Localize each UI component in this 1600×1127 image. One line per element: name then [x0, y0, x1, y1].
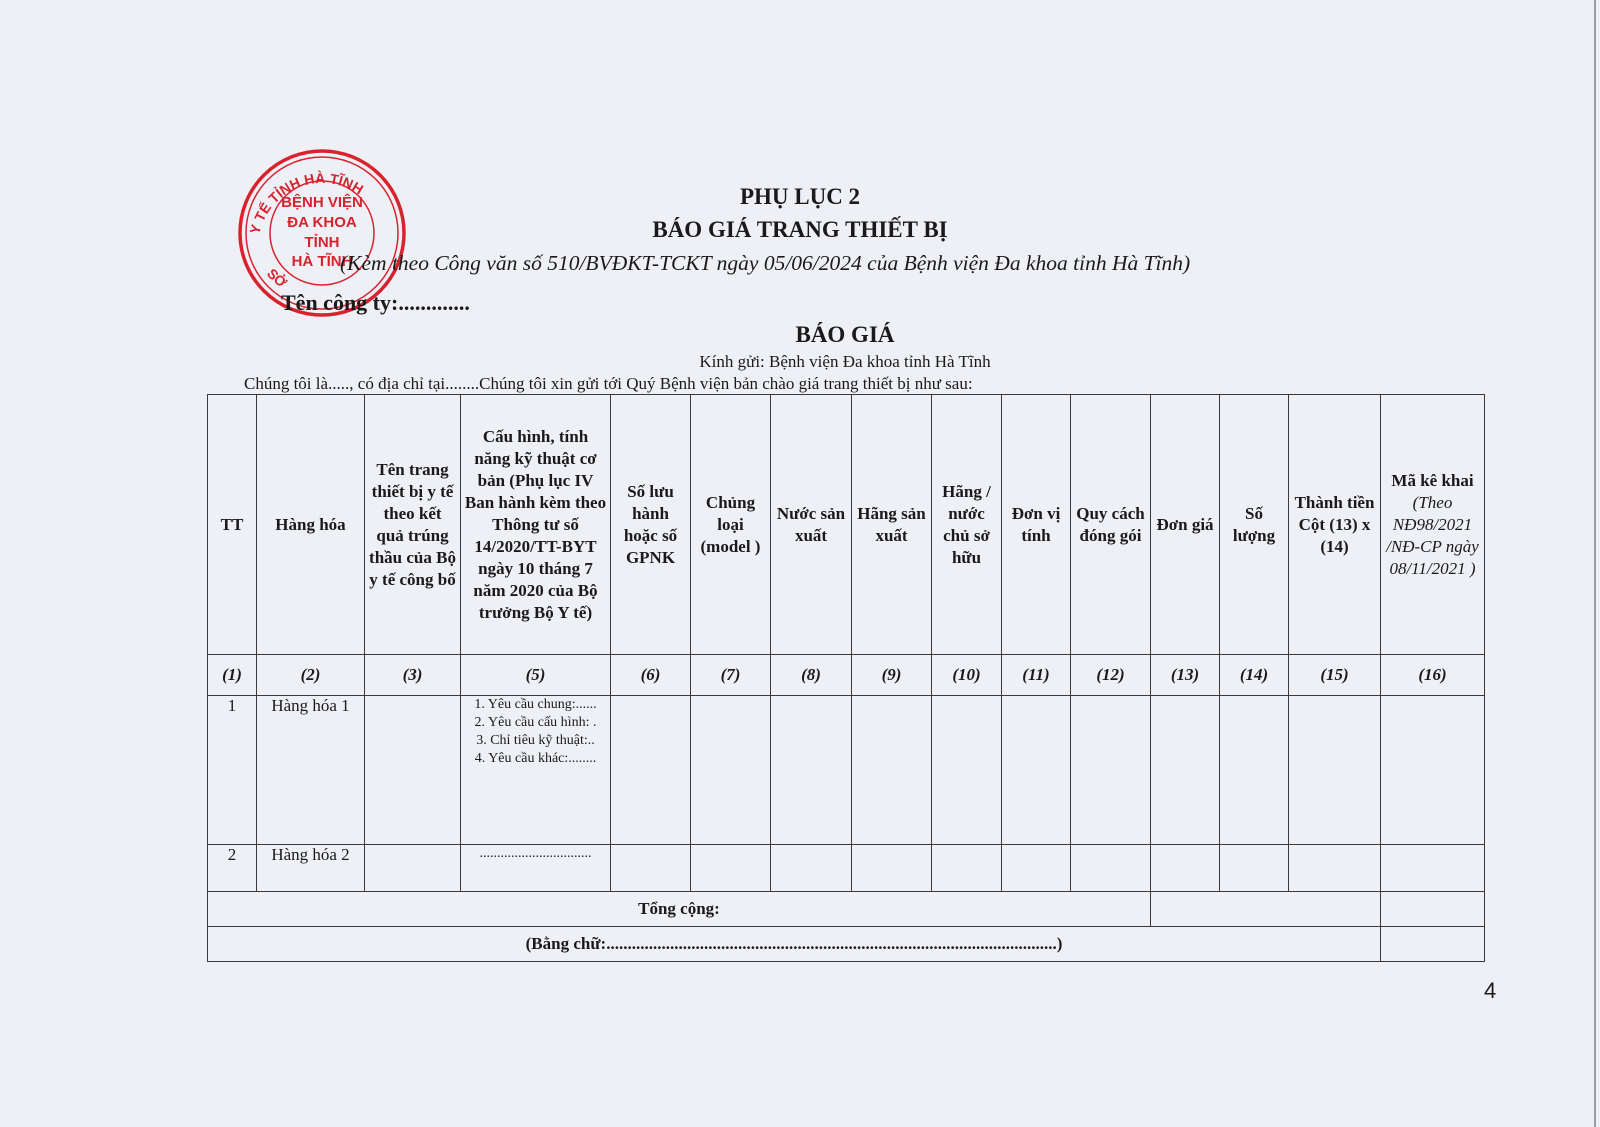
col-number: (8): [771, 655, 852, 696]
col-number: (16): [1381, 655, 1485, 696]
cell-model[interactable]: [691, 696, 771, 845]
total-declaration-cell[interactable]: [1381, 892, 1485, 927]
spec-line: 1. Yêu cầu chung:......: [474, 697, 597, 712]
col-header-registration-no: Số lưu hành hoặc số GPNK: [611, 395, 691, 655]
amount-in-words-row: [208, 927, 1485, 962]
amount-in-words[interactable]: (Bằng chữ:..........................................................................................................): [208, 927, 1381, 962]
col-header-goods: Hàng hóa: [257, 395, 365, 655]
col-header-declaration-code-label: Mã kê khai: [1391, 470, 1474, 490]
total-label: Tổng cộng:: [208, 892, 1151, 927]
col-header-packaging: Quy cách đóng gói: [1071, 395, 1151, 655]
cell-packaging[interactable]: [1071, 845, 1151, 892]
page-number: 4: [1484, 978, 1497, 1003]
col-header-manufacturer: Hãng sản xuất: [852, 395, 932, 655]
cell-configuration[interactable]: [461, 696, 611, 845]
cell-device-name[interactable]: [365, 845, 461, 892]
cell-unit-price[interactable]: [1151, 696, 1220, 845]
col-number: (6): [611, 655, 691, 696]
spec-line: 3. Chỉ tiêu kỹ thuật:..: [476, 733, 595, 748]
col-number: (3): [365, 655, 461, 696]
cell-manufacturer[interactable]: [852, 696, 932, 845]
col-header-amount: Thành tiền Cột (13) x (14): [1289, 395, 1381, 655]
col-header-configuration: Cấu hình, tính năng kỹ thuật cơ bản (Phụ lục IV Ban hành kèm theo Thông tư số 14/2020/TT-BYT ngày 10 tháng 7 năm 2020 của Bộ trưởng Bộ Y tế): [461, 395, 611, 655]
table-row: [208, 845, 1485, 892]
stamp-line-3: TỈNH: [304, 234, 340, 251]
cell-quantity[interactable]: [1220, 696, 1289, 845]
total-amount-cell[interactable]: [1151, 892, 1381, 927]
col-number: (14): [1220, 655, 1289, 696]
row-tt: 2: [208, 845, 257, 892]
col-header-quantity: Số lượng: [1220, 395, 1289, 655]
cell-registration-no[interactable]: [611, 696, 691, 845]
document-title: BÁO GIÁ TRANG THIẾT BỊ: [652, 217, 948, 242]
intro-line: Chúng tôi là....., có địa chỉ tại........Chúng tôi xin gửi tới Quý Bệnh viện bản chào giá trang thiết bị như sau:: [244, 374, 973, 393]
col-number: (10): [932, 655, 1002, 696]
cell-manufacturer[interactable]: [852, 845, 932, 892]
cell-quantity[interactable]: [1220, 845, 1289, 892]
cell-country[interactable]: [771, 696, 852, 845]
stamp-line-4: HÀ TĨNH: [291, 253, 353, 270]
cell-declaration-code[interactable]: [1381, 845, 1485, 892]
cell-owner[interactable]: [932, 696, 1002, 845]
row-item: Hàng hóa 2: [257, 845, 365, 892]
col-header-declaration-code: [1381, 395, 1485, 655]
header-row: [208, 395, 1485, 655]
cell-unit[interactable]: [1002, 696, 1071, 845]
col-header-declaration-note: (Theo NĐ98/2021 /NĐ-CP ngày 08/11/2021 ): [1386, 492, 1479, 578]
cell-configuration[interactable]: [461, 845, 611, 892]
appendix-title: PHỤ LỤC 2: [739, 184, 861, 209]
col-number: (15): [1289, 655, 1381, 696]
col-number: (5): [461, 655, 611, 696]
reference-line: (Kèm theo Công văn số 510/BVĐKT-TCKT ngày 05/06/2024 của Bệnh viện Đa khoa tỉnh Hà Tĩnh): [340, 251, 1191, 275]
page-edge: [1594, 0, 1596, 1127]
col-number: (9): [852, 655, 932, 696]
col-header-owner: Hãng / nước chủ sở hữu: [932, 395, 1002, 655]
table-row: [208, 696, 1485, 845]
col-header-country: Nước sản xuất: [771, 395, 852, 655]
stamp-outer-text: Y TẾ TỈNH HÀ TĨNH: [246, 169, 367, 236]
spec-line: 2. Yêu cầu cấu hình: .: [474, 715, 597, 730]
cell-unit-price[interactable]: [1151, 845, 1220, 892]
cell-registration-no[interactable]: [611, 845, 691, 892]
row-item: Hàng hóa 1: [257, 696, 365, 845]
col-number: (13): [1151, 655, 1220, 696]
col-number: (1): [208, 655, 257, 696]
spec-line: ................................: [479, 846, 592, 861]
cell-owner[interactable]: [932, 845, 1002, 892]
col-header-model: Chủng loại (model ): [691, 395, 771, 655]
spec-line: 4. Yêu cầu khác:........: [474, 751, 597, 766]
col-header-tt: TT: [208, 395, 257, 655]
stamp-line-2: ĐA KHOA: [287, 214, 357, 231]
cell-declaration-code[interactable]: [1381, 696, 1485, 845]
col-number: (11): [1002, 655, 1071, 696]
cell-unit[interactable]: [1002, 845, 1071, 892]
quote-table: [207, 394, 1485, 962]
row-tt: 1: [208, 696, 257, 845]
words-declaration-cell[interactable]: [1381, 927, 1485, 962]
col-number: (7): [691, 655, 771, 696]
col-number: (2): [257, 655, 365, 696]
stamp-line-1: BỆNH VIỆN: [281, 194, 363, 211]
col-header-unit: Đơn vị tính: [1002, 395, 1071, 655]
company-name-line: Tên công ty:.............: [281, 290, 470, 315]
column-number-row: [208, 655, 1485, 696]
col-header-device-name: Tên trang thiết bị y tế theo kết quả trúng thầu của Bộ y tế công bố: [365, 395, 461, 655]
cell-amount[interactable]: [1289, 696, 1381, 845]
quote-heading: BÁO GIÁ: [795, 322, 895, 347]
cell-device-name[interactable]: [365, 696, 461, 845]
cell-amount[interactable]: [1289, 845, 1381, 892]
stamp-outer-text-bottom: SỞ: [264, 265, 291, 291]
cell-packaging[interactable]: [1071, 696, 1151, 845]
col-number: (12): [1071, 655, 1151, 696]
addressee-line: Kính gửi: Bệnh viện Đa khoa tỉnh Hà Tĩnh: [699, 352, 991, 371]
cell-country[interactable]: [771, 845, 852, 892]
cell-model[interactable]: [691, 845, 771, 892]
total-row: [208, 892, 1485, 927]
col-header-unit-price: Đơn giá: [1151, 395, 1220, 655]
